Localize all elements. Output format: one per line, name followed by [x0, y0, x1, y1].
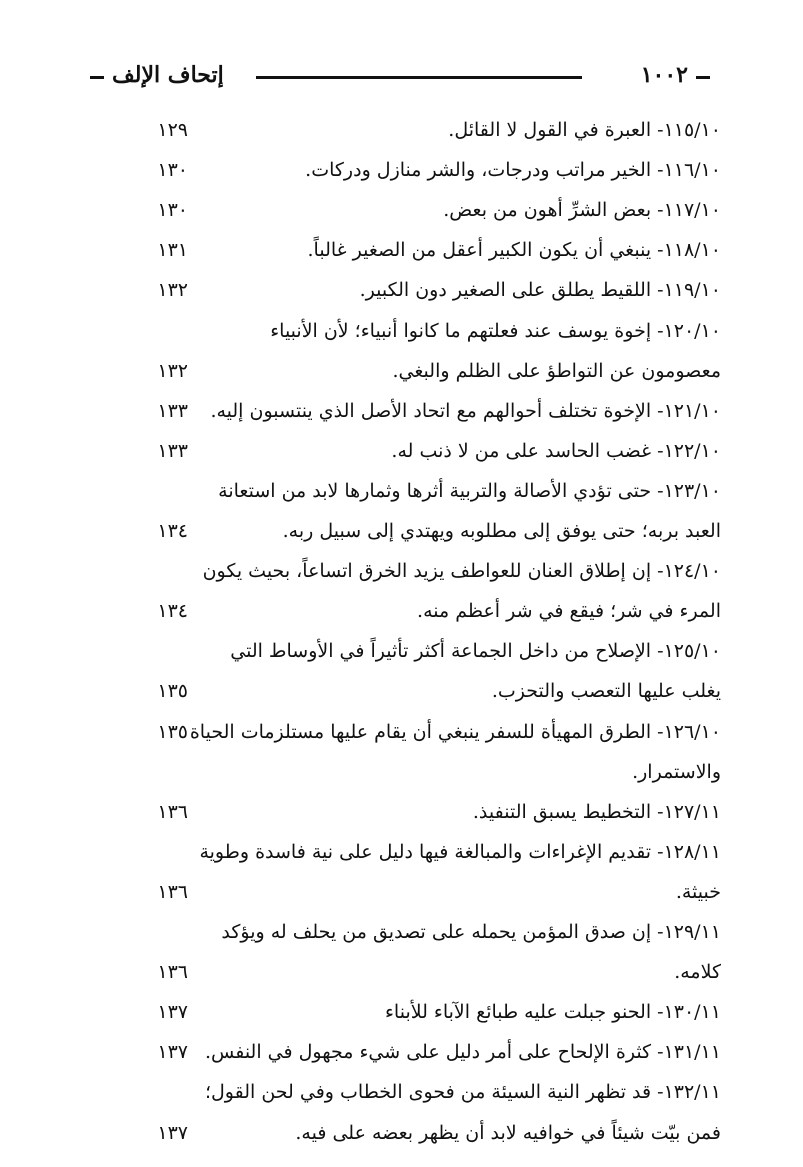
index-line: [0, 270, 803, 310]
entry-page-number: ١٣٦: [157, 800, 188, 823]
entry-text: والاستمرار.: [632, 760, 721, 783]
index-line: [0, 311, 803, 351]
index-line: [0, 190, 803, 230]
entry-text: ١٣١/١١- كثرة الإلحاح على أمر دليل على شيء مجهول في النفس.: [204, 1041, 721, 1064]
entry-text: ١٢٦/١٠- الطرق المهيأة للسفر ينبغي أن يقام عليها مستلزمات الحياة: [190, 720, 721, 743]
entry-text: ١٢٠/١٠- إخوة يوسف عند فعلتهم ما كانوا أنبياء؛ لأن الأنبياء: [270, 319, 721, 342]
header-page-number: ١٠٠٢: [640, 62, 688, 88]
entry-page-number: ١٣٧: [157, 1001, 188, 1024]
index-line: [0, 551, 803, 591]
entry-page-number: ١٣٥: [157, 680, 188, 703]
index-line: [0, 992, 803, 1032]
header-book-title: إتحاف الإلف: [112, 62, 224, 88]
index-line: [0, 391, 803, 431]
index-line: [0, 230, 803, 270]
entry-page-number: ١٣٠: [157, 199, 188, 222]
entry-page-number: ١٣٣: [157, 399, 188, 422]
index-line: [0, 631, 803, 671]
entry-text: يغلب عليها التعصب والتحزب.: [491, 680, 721, 703]
entry-page-number: ١٣٧: [157, 1121, 188, 1144]
index-line: [0, 872, 803, 912]
entry-text: ١٢٨/١١- تقديم الإغراءات والمبالغة فيها دليل على نية فاسدة وطوية: [199, 840, 721, 863]
index-line: [0, 150, 803, 190]
entry-text: خبيثة.: [675, 880, 721, 903]
index-line: [0, 832, 803, 872]
entry-page-number: ١٣٣: [157, 439, 188, 462]
entry-page-number: ١٣٢: [157, 359, 188, 382]
entry-text: ١٢٤/١٠- إن إطلاق العنان للعواطف يزيد الخرق اتساعاً، بحيث يكون: [202, 560, 721, 583]
index-line: [0, 591, 803, 631]
entry-page-number: ١٣٥: [157, 720, 188, 743]
index-line: [0, 1113, 803, 1153]
entry-text: العبد بربه؛ حتى يوفق إلى مطلوبه ويهتدي إلى سبيل ربه.: [282, 520, 721, 542]
entry-page-number: ١٣٢: [157, 279, 188, 302]
index-line: [0, 511, 803, 551]
entry-text: ١٢٥/١٠- الإصلاح من داخل الجماعة أكثر تأثيراً في الأوساط التي: [230, 640, 721, 663]
entry-text: ١١٧/١٠- بعض الشرِّ أهون من بعض.: [443, 199, 721, 222]
index-line: [0, 912, 803, 952]
index-line: [0, 952, 803, 992]
entry-page-number: ١٣٤: [157, 600, 188, 623]
index-line: [0, 712, 803, 752]
entry-page-number: ١٣٦: [157, 961, 188, 984]
entry-text: ١١٩/١٠- اللقيط يطلق على الصغير دون الكبير.: [359, 279, 721, 302]
entry-text: ١٢٩/١١- إن صدق المؤمن يحمله على تصديق من يحلف له ويؤكد: [221, 921, 721, 943]
index-line: [0, 792, 803, 832]
entry-page-number: ١٣٧: [157, 1041, 188, 1064]
index-line: [0, 1032, 803, 1072]
entry-text: فمن بيّت شيئاً في خوافيه لابد أن يظهر بعضه على فيه.: [295, 1121, 721, 1144]
entry-page-number: ١٣٤: [157, 520, 188, 542]
entry-text: ١٢٧/١١- التخطيط يسبق التنفيذ.: [472, 800, 721, 823]
entry-page-number: ١٣٠: [157, 159, 188, 182]
entry-text: ١٣٢/١١- قد تظهر النية السيئة من فحوى الخطاب وفي لحن القول؛: [204, 1081, 721, 1104]
entry-text: ١٢١/١٠- الإخوة تختلف أحوالهم مع اتحاد الأصل الذي ينتسبون إليه.: [210, 399, 721, 422]
entry-text: ١٢٣/١٠- حتى تؤدي الأصالة والتربية أثرها وثمارها لابد من استعانة: [218, 479, 721, 502]
header-dash-left: [90, 76, 104, 79]
header-dash-right: [696, 76, 710, 79]
entry-page-number: ١٢٩: [157, 119, 188, 141]
entry-text: ١٢٢/١٠- غضب الحاسد على من لا ذنب له.: [391, 439, 721, 462]
index-line: [0, 752, 803, 792]
entry-text: ١١٦/١٠- الخير مراتب ودرجات، والشر منازل ودركات.: [305, 159, 721, 182]
entry-page-number: ١٣١: [157, 239, 188, 262]
index-line: [0, 431, 803, 471]
entry-text: ١٣٠/١١- الحنو جبلت عليه طبائع الآباء للأبناء: [385, 1001, 721, 1024]
entry-text: معصومون عن التواطؤ على الظلم والبغي.: [392, 359, 721, 382]
index-line: [0, 351, 803, 391]
index-line: [0, 1072, 803, 1112]
index-line: [0, 110, 803, 150]
entry-text: ١١٨/١٠- ينبغي أن يكون الكبير أعقل من الصغير غالباً.: [307, 239, 721, 262]
running-header: [90, 60, 710, 94]
entry-text: كلامه.: [674, 961, 721, 984]
index-line: [0, 471, 803, 511]
entry-text: المرء في شر؛ فيقع في شر أعظم منه.: [417, 600, 721, 623]
entry-text: ١١٥/١٠- العبرة في القول لا القائل.: [448, 119, 721, 141]
index-line: [0, 671, 803, 711]
header-rule: [256, 76, 582, 79]
entry-page-number: ١٣٦: [157, 880, 188, 903]
